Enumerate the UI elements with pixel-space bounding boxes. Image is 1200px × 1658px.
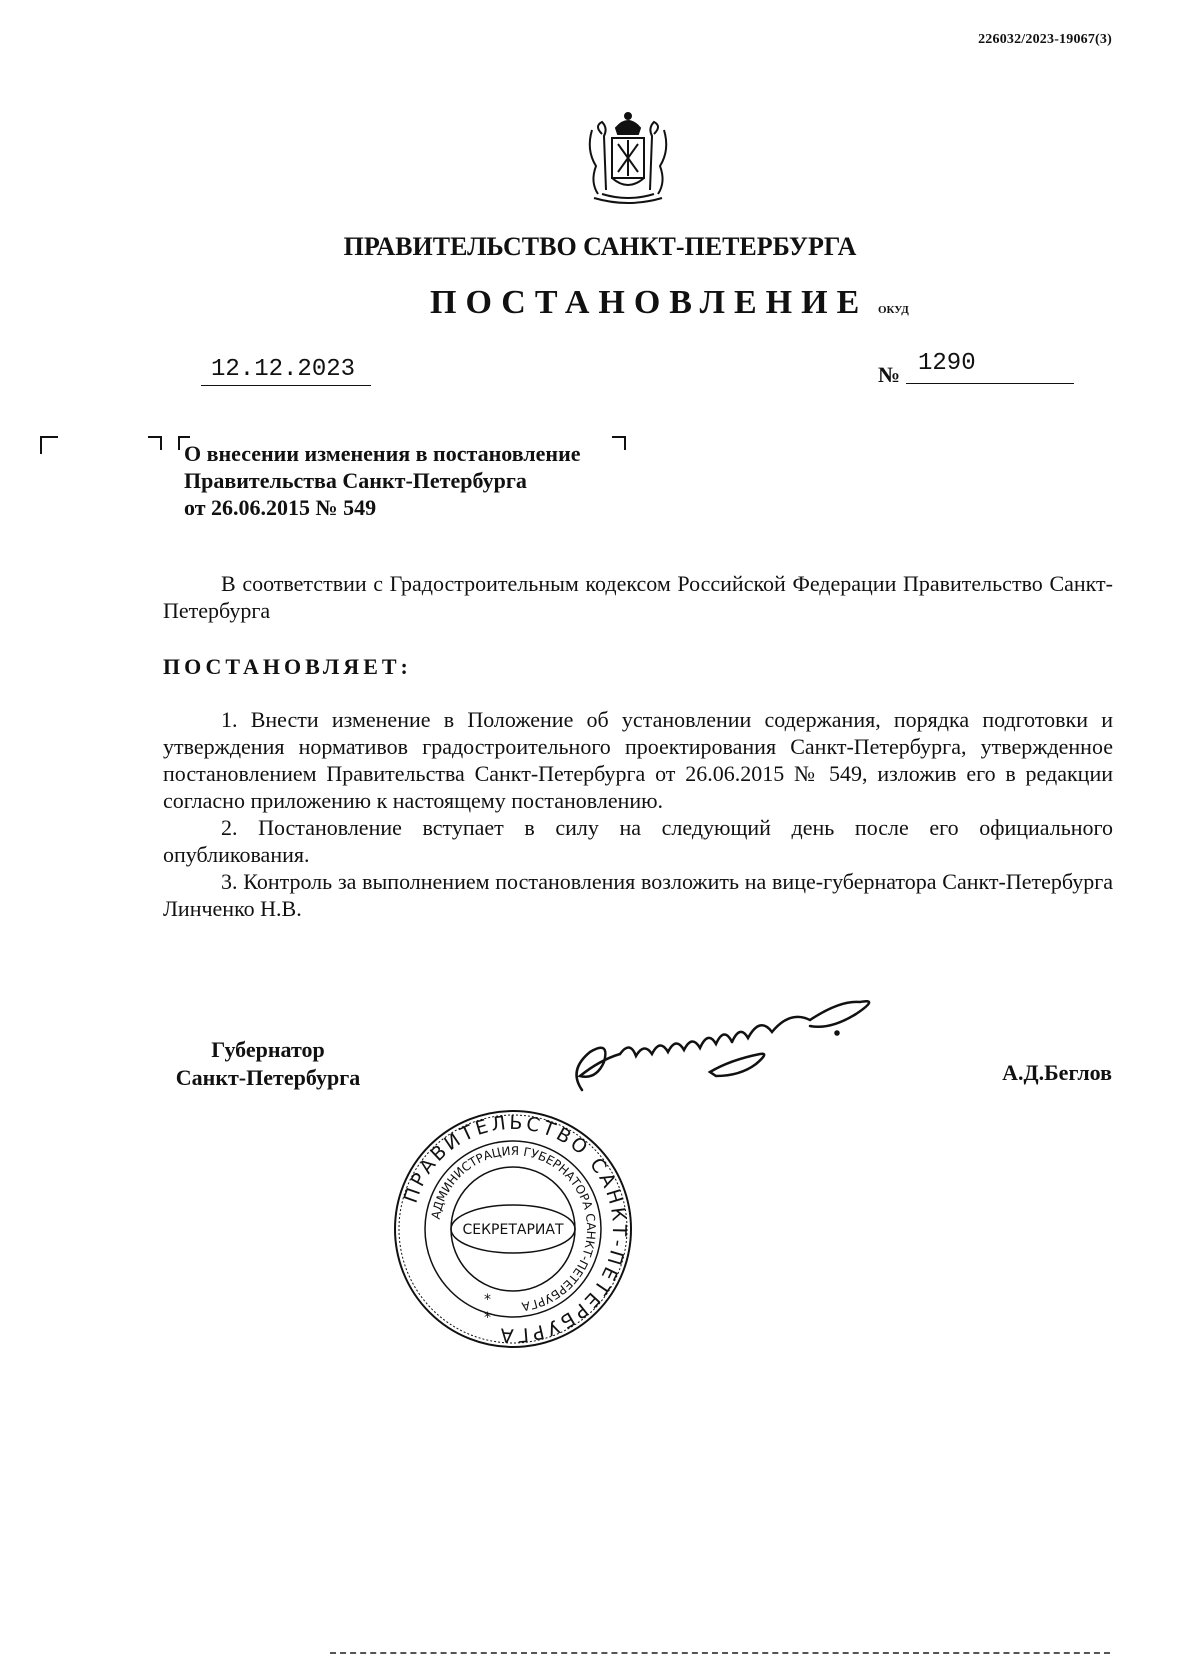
document-type: ПОСТАНОВЛЕНИЕ (430, 284, 869, 321)
resolution-items (163, 706, 1113, 922)
official-seal-icon (392, 1108, 634, 1350)
bottom-scan-border (330, 1652, 1110, 1654)
handwritten-signature-icon (560, 980, 920, 1100)
document-date: 12.12.2023 (201, 356, 371, 386)
document-subject (184, 440, 581, 521)
registration-number: 226032/2023-19067(3) (978, 32, 1112, 47)
saint-petersburg-coat-of-arms-icon (572, 110, 684, 210)
government-title: ПРАВИТЕЛЬСТВО САНКТ-ПЕТЕРБУРГА (343, 232, 857, 261)
resolution-item: 3. Контроль за выполнением постановления возложить на вице-губернатора Санкт-Петербурга Линченко Н.В. (163, 869, 1113, 921)
subject-line: Правительства Санкт-Петербурга (184, 468, 527, 493)
role-line: Санкт-Петербурга (175, 1065, 361, 1090)
resolves-heading: ПОСТАНОВЛЯЕТ: (163, 654, 412, 679)
corner-mark (612, 436, 626, 450)
signatory-role (163, 1036, 373, 1092)
okud-label: ОКУД (878, 304, 909, 316)
svg-text:*: * (484, 1292, 491, 1308)
corner-mark (148, 436, 162, 450)
role-line: Губернатор (211, 1037, 325, 1062)
subject-line: О внесении изменения в постановление (184, 441, 581, 466)
stamp-center-text: СЕКРЕТАРИАТ (462, 1222, 564, 1238)
signatory-name: А.Д.Беглов (1002, 1060, 1112, 1085)
resolution-item: 1. Внести изменение в Положение об установлении содержания, порядка подготовки и утверждения нормативов градостроительного проектирования Санкт-Петербурга, утвержденное постановлением Правительства Санкт-Петербурга от 26.06.2015 № 549, изложив его в редакции согласно приложению к настоящему постановлению. (163, 707, 1113, 813)
document-number: 1290 (906, 350, 1074, 384)
preamble: В соответствии с Градостроительным кодексом Российской Федерации Правительство Санкт-Петербурга (163, 571, 1113, 623)
corner-mark (40, 436, 58, 454)
svg-text:*: * (484, 1310, 491, 1326)
stamp-inner-text: АДМИНИСТРАЦИЯ ГУБЕРНАТОРА САНКТ-ПЕТЕРБУРГА (428, 1143, 599, 1314)
stamp-outer-text: ПРАВИТЕЛЬСТВО САНКТ-ПЕТЕРБУРГА (399, 1111, 631, 1347)
number-sign: № (878, 362, 901, 387)
resolution-item: 2. Постановление вступает в силу на следующий день после его официального опубликования. (163, 815, 1113, 867)
subject-line: от 26.06.2015 № 549 (184, 495, 377, 520)
